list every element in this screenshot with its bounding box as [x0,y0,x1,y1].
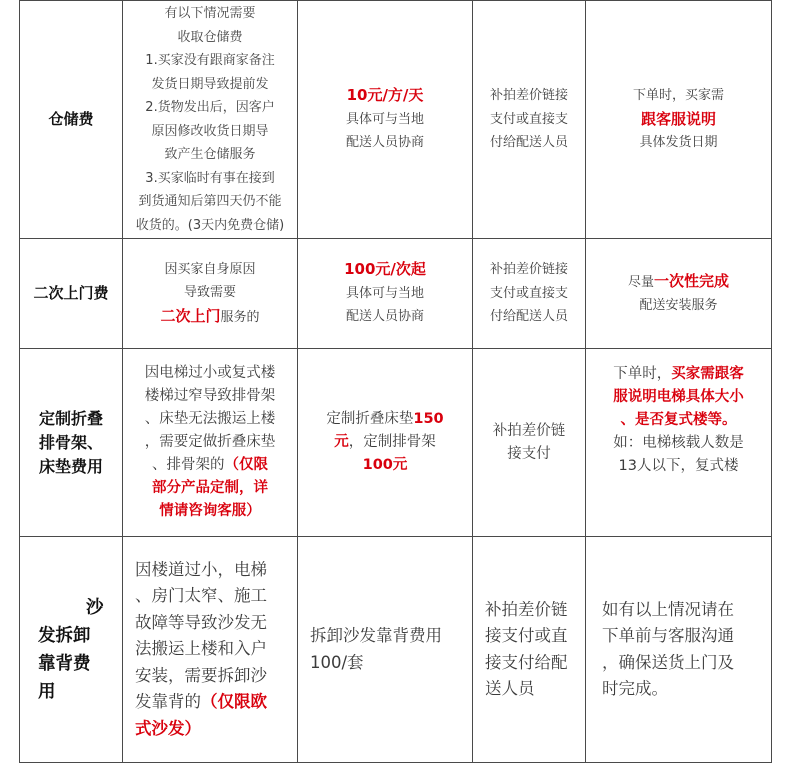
price-cell [298,1,473,239]
condition-line [129,454,291,477]
condition-line: 有以下情况需要 [164,6,256,21]
payment-cell [473,349,586,537]
remark-highlight: 、是否复式楼等。 [620,412,737,428]
remark-line: 如：电梯核载人数是 [613,435,744,451]
row-label [20,349,123,537]
condition-line: 1.买家没有跟商家备注 [145,53,275,68]
price-highlight: 100元/次起 [344,260,426,279]
price-highlight: 100元 [362,457,408,473]
label-line: 用 [38,681,56,702]
price-note: 具体可与当地 [345,111,424,127]
price-text: ，定制排骨架 [348,434,436,450]
condition-line: 致产生仓储服务 [164,147,256,162]
condition-line: 导致需要 [183,285,236,301]
remark-line: 13人以下，复式楼 [618,458,739,474]
payment-line: 接支付 [507,445,551,462]
label-line: 靠背费 [38,653,91,674]
payment-line: 支付或直接支 [489,111,568,127]
remark-cell [586,537,772,763]
label-line: 排骨架、 [38,432,103,452]
payment-cell [473,239,586,349]
condition-highlight: 情请咨询客服） [159,503,261,519]
price-highlight: 10元/方/天 [346,86,424,105]
condition-line: 发货日期导致提前发 [151,76,269,92]
condition-cell [123,537,298,763]
price-line: 100/套 [310,652,364,672]
row-label [20,537,123,763]
label-line: 床垫费用 [38,456,103,476]
condition-line: 楼梯过窄导致排骨架 [144,388,276,404]
condition-cell [123,239,298,349]
condition-line: 法搬运上楼和入户 [135,639,267,659]
condition-line: 因楼道过小，电梯 [135,559,267,579]
condition-suffix: 服务的 [220,309,260,325]
remark-cell [586,1,772,239]
payment-line: 补拍差价链 [492,422,566,439]
remark-line: 下单时，买家需 [632,88,724,104]
price-cell [298,239,473,349]
payment-line: 补拍差价链接 [489,262,568,278]
remark-highlight: 服说明电梯具体大小 [613,389,744,405]
price-note: 配送人员协商 [345,135,424,151]
condition-line: ，需要定做折叠床垫 [144,434,276,450]
remark-line: 配送安装服务 [639,298,718,313]
condition-line: 3.买家临时有事在接到 [145,170,275,186]
price-cell [298,537,473,763]
condition-text: 发靠背的 [135,692,201,712]
remark-highlight: 跟客服说明 [640,109,716,128]
condition-line: 因买家自身原因 [164,261,256,277]
row-label: 二次上门费 [20,239,123,349]
remark-prefix: 尽量 [627,274,654,290]
price-line: 拆卸沙发靠背费用 [310,626,442,645]
payment-line: 补拍差价链 [485,599,568,619]
remark-line: 如有以上情况请在 [602,599,734,619]
condition-highlight: 式沙发） [135,718,201,738]
condition-line: 原因修改收货日期导 [151,123,269,139]
remark-line: ，确保送货上门及 [602,652,734,672]
row-custom-folding-fee [20,349,772,537]
payment-line: 送人员 [485,679,535,698]
payment-line: 支付或直接支 [489,285,568,301]
payment-line: 接支付或直 [485,626,568,645]
condition-cell [123,1,298,239]
label-line: 发拆卸 [38,625,91,646]
label-line: 定制折叠 [38,408,103,428]
row-label: 仓储费 [20,1,123,239]
payment-cell [473,537,586,763]
condition-line: 收货的。(3天内免费仓储) [135,217,285,233]
condition-highlight: 部分产品定制，详 [152,480,268,496]
fee-table [19,0,772,763]
row-storage-fee [20,1,772,239]
condition-line: 因电梯过小或复式楼 [144,365,276,381]
price-line [304,408,466,431]
payment-line: 付给配送人员 [489,135,568,151]
payment-line: 付给配送人员 [489,309,568,325]
price-note: 配送人员协商 [345,309,424,325]
condition-line: 故障等导致沙发无 [135,612,267,632]
condition-highlight: （仅限欧 [201,692,267,712]
condition-line: 到货通知后第四天仍不能 [138,194,282,209]
condition-highlight: （仅限 [224,457,268,473]
price-line [304,431,466,454]
condition-cell [123,349,298,537]
remark-line: 时完成。 [602,679,668,698]
remark-cell [586,349,772,537]
remark-highlight: 一次性完成 [654,271,730,290]
condition-line [135,689,291,716]
remark-prefix: 下单时， [613,366,672,382]
condition-line: 收取仓储费 [177,29,243,45]
price-note: 具体可与当地 [345,285,424,301]
remark-line: 具体发货日期 [639,135,718,151]
row-second-visit-fee [20,239,772,349]
remark-cell [586,239,772,349]
condition-line: 、房门太窄、施工 [135,586,267,606]
remark-line [592,270,765,295]
remark-line: 下单前与客服沟通 [602,626,734,645]
price-highlight: 150 [413,411,444,427]
remark-line [592,363,765,386]
condition-line [129,305,291,330]
remark-highlight: 买家需跟客 [671,366,744,382]
condition-text: 、排骨架的 [152,457,225,473]
condition-line: 2.货物发出后，因客户 [145,100,275,115]
condition-line: 、床垫无法搬运上楼 [144,411,276,427]
payment-cell [473,1,586,239]
condition-highlight: 二次上门 [160,306,221,325]
payment-line: 补拍差价链接 [489,88,568,104]
condition-line: 安装，需要拆卸沙 [135,665,267,685]
price-highlight: 元 [334,434,349,450]
price-text: 定制折叠床垫 [326,411,414,427]
row-sofa-disassembly-fee [20,537,772,763]
payment-line: 接支付给配 [485,652,568,672]
price-cell [298,349,473,537]
label-line: 沙 [86,597,104,618]
